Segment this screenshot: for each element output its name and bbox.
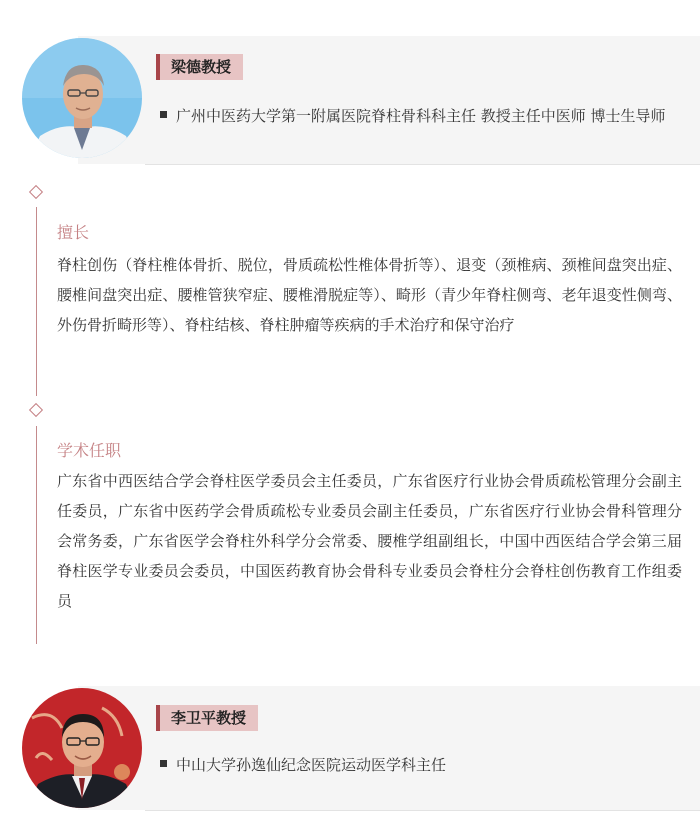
profile-card-1 bbox=[0, 32, 700, 167]
diamond-marker-icon bbox=[29, 403, 43, 417]
bullet-square-icon bbox=[160, 111, 167, 118]
profile-name: 梁德教授 bbox=[156, 54, 243, 80]
profile-title-text: 广州中医药大学第一附属医院脊柱骨科科主任 教授主任中医师 博士生导师 bbox=[176, 107, 666, 125]
panel-divider bbox=[145, 810, 700, 811]
avatar-photo bbox=[22, 38, 142, 158]
avatar bbox=[22, 38, 142, 158]
timeline-line bbox=[36, 426, 37, 644]
panel-divider bbox=[145, 164, 700, 165]
section-body: 广东省中西医结合学会脊柱医学委员会主任委员，广东省医疗行业协会骨质疏松管理分会副主任委员，广东省中医药学会骨质疏松专业委员会副主任委员，广东省医疗行业协会骨科管理分会常务委，广东省医学会脊柱外科学分会常委、腰椎学组副组长，中国中西医结合学会第三届脊柱医学专业委员会委员，中国医药教育协会骨科专业委员会脊柱分会脊柱创伤教育工作组委员 bbox=[57, 472, 682, 610]
section-heading: 擅长 bbox=[57, 223, 90, 242]
profile-title-text: 中山大学孙逸仙纪念医院运动医学科主任 bbox=[176, 756, 447, 774]
timeline-line bbox=[36, 207, 37, 396]
section-body: 脊柱创伤（脊柱椎体骨折、脱位，骨质疏松性椎体骨折等）、退变（颈椎病、颈椎间盘突出症、腰椎间盘突出症、腰椎管狭窄症、腰椎滑脱症等）、畸形（青少年脊柱侧弯、老年退变性侧弯、外伤骨折畸形等）、脊柱结核、脊柱肿瘤等疾病的手术治疗和保守治疗 bbox=[57, 256, 682, 334]
profile-title bbox=[160, 102, 685, 131]
bullet-square-icon bbox=[160, 760, 167, 767]
diamond-marker-icon bbox=[29, 185, 43, 199]
avatar bbox=[22, 688, 142, 808]
profile-name: 李卫平教授 bbox=[156, 705, 258, 731]
avatar-photo bbox=[22, 688, 142, 808]
section-heading: 学术任职 bbox=[57, 441, 122, 460]
profile-card-2 bbox=[0, 684, 700, 814]
profile-title bbox=[160, 751, 685, 780]
